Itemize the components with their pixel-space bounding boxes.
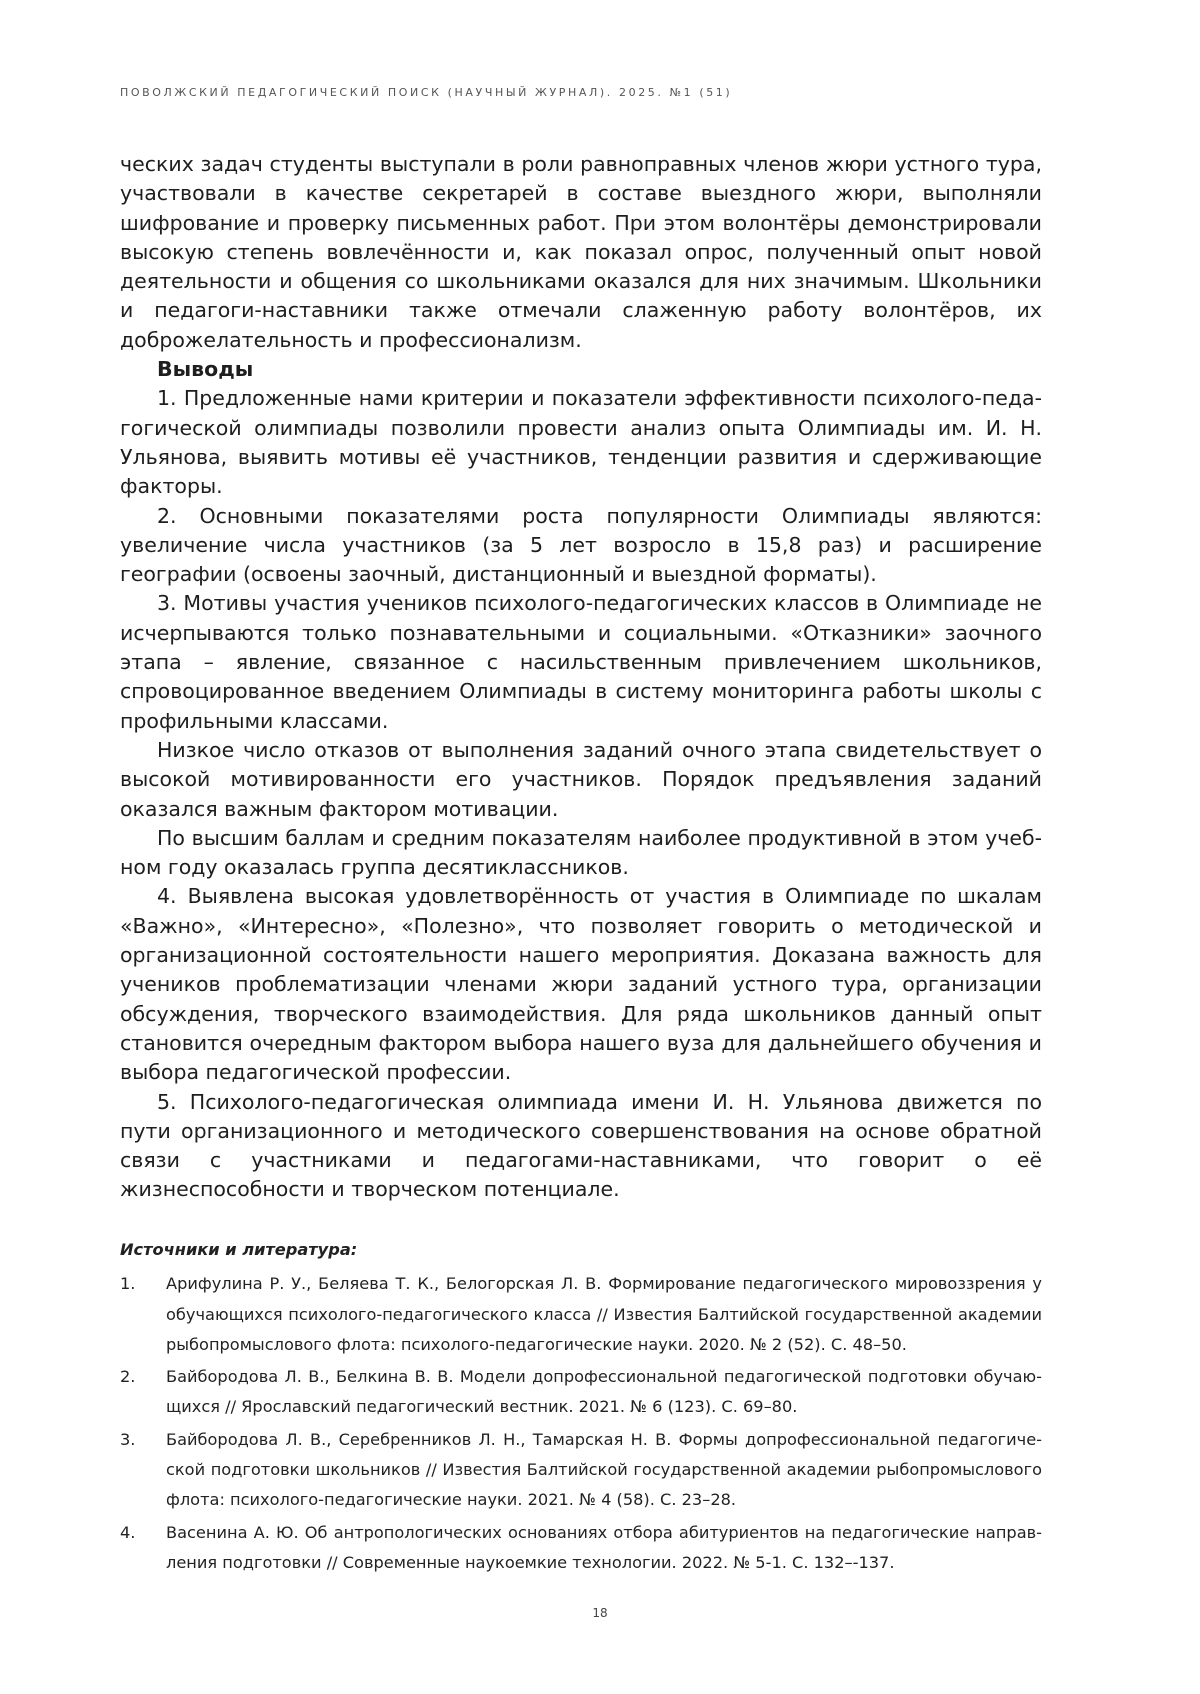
- reference-text: Байбородова Л. В., Белкина В. В. Модели допрофессиональной педагогической подготовки обучающихся // Ярославский педагогический вестник. 2021. № 6 (123). С. 69–80.: [166, 1367, 1042, 1417]
- reference-item: [120, 1425, 1042, 1516]
- reference-item: [120, 1269, 1042, 1360]
- reference-number: 4.: [120, 1522, 136, 1542]
- references-section: [120, 1235, 1042, 1580]
- reference-number: 3.: [120, 1429, 136, 1449]
- conclusion-1: 1. Предложенные нами критерии и показатели эффективности психолого-педагогической олимпиады позволили провести анализ опыта Олимпиады им. И. Н. Ульянова, выявить мотивы её участников, тенденции развития и сдерживающие факторы.: [120, 386, 1042, 499]
- conclusions-heading: Выводы: [157, 357, 254, 382]
- reference-item: [120, 1362, 1042, 1423]
- page-number: 18: [592, 1606, 608, 1620]
- reference-text: Байбородова Л. В., Серебренников Л. Н., Тамарская Н. В. Формы допрофессиональной педагогической подготовки школьников // Известия Балтийской государственной академии рыбопромыслового флота: психолого-педагогические науки. 2021. № 4 (58). С. 23–28.: [166, 1429, 1042, 1510]
- paragraph-continuation: ческих задач студенты выступали в роли равноправных членов жюри устного тура, участвовали в качестве секретарей в составе выездного жюри, выполняли шифрование и проверку письменных работ. При этом волонтёры демонстрировали высокую степень вовлечённости и, как показал опрос, полученный опыт новой деятельности и общения со школьниками оказался для них значимым. Школьники и педагоги-наставники также отмечали слаженную работу волонтёров, их доброжелательность и профессионализм.: [120, 152, 1042, 352]
- references-heading: Источники и литература:: [120, 1240, 358, 1259]
- running-header: ПОВОЛЖСКИЙ ПЕДАГОГИЧЕСКИЙ ПОИСК (НАУЧНЫЙ ЖУРНАЛ). 2025. №1 (51): [120, 86, 733, 99]
- reference-number: 2.: [120, 1367, 136, 1387]
- references-list: [120, 1269, 1042, 1578]
- conclusion-3: 3. Мотивы участия учеников психолого-педагогических классов в Олимпиаде не исчерпываются только познавательными и социальными. «Отказники» заочного этапа – явление, связанное с насильственным привлечением школьников, спровоцированное введением Олимпиады в систему мониторинга работы школы с профильными классами.: [120, 591, 1042, 733]
- reference-text: Арифулина Р. У., Беляева Т. К., Белогорская Л. В. Формирование педагогического мировоззрения у обучающихся психолого-педагогического класса // Известия Балтийской государственной академии рыбопромыслового флота: психолого-педагогические науки. 2020. № 2 (52). С. 48–50.: [166, 1274, 1042, 1354]
- conclusion-5: 5. Психолого-педагогическая олимпиада имени И. Н. Ульянова движется по пути организационного и методического совершенствования на основе обратной связи с участниками и педагогами-наставниками, что говорит о её жизнеспособности и творческом потенциале.: [120, 1089, 1042, 1202]
- article-body: [120, 150, 1042, 1205]
- conclusion-4: 4. Выявлена высокая удовлетворённость от участия в Олимпиаде по шкалам «Важно», «Интересно», «Полезно», что позволяет говорить о методической и организационной состоятельности нашего мероприятия. Доказана важность для учеников проблематизации членами жюри заданий устного тура, организации обсуждения, творческого взаимодействия. Для ряда школьников данный опыт становится очередным фактором выбора нашего вуза для дальнейшего обучения и выбора педагогической профессии.: [120, 884, 1042, 1085]
- conclusion-3-final: По высшим баллам и средним показателям наиболее продуктивной в этом учебном году оказалась группа десятиклассников.: [120, 825, 1042, 880]
- conclusion-2: 2. Основными показателями роста популярности Олимпиады являются: увеличение числа участников (за 5 лет возросло в 15,8 раз) и расширение географии (освоены заочный, дистанционный и выездной форматы).: [120, 503, 1042, 587]
- reference-number: 1.: [120, 1274, 136, 1294]
- reference-item: [120, 1518, 1042, 1579]
- conclusion-3-continued: Низкое число отказов от выполнения заданий очного этапа свидетельствует о высокой мотивированности его участников. Порядок предъявления заданий оказался важным фактором мотивации.: [120, 737, 1042, 821]
- reference-text: Васенина А. Ю. Об антропологических основаниях отбора абитуриентов на педагогические направления подготовки // Современные наукоемкие технологии. 2022. № 5-1. С. 132–-137.: [166, 1522, 1042, 1572]
